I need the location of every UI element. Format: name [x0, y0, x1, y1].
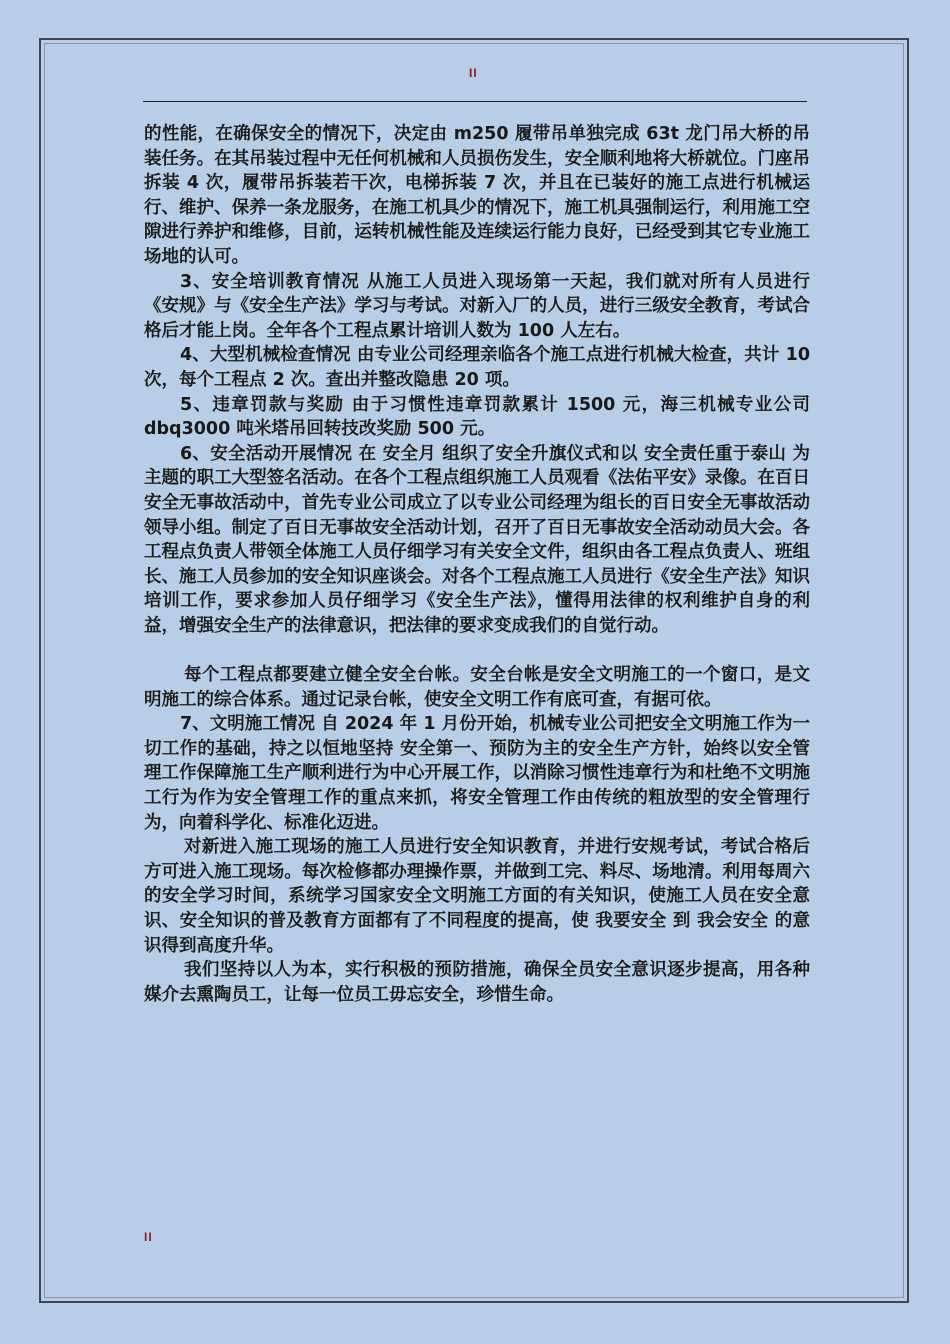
document-body [144, 122, 810, 1007]
paragraph-safety-ledger: 每个工程点都要建立健全安全台帐。安全台帐是安全文明施工的一个窗口，是文明施工的综合体系。通过记录台帐，使安全文明工作有底可查，有据可依。 [144, 665, 810, 710]
paragraph-safety-activities: 6、安全活动开展情况 在 安全月 组织了安全升旗仪式和以 安全责任重于泰山 为主题的职工大型签名活动。在各个工程点组织施工人员观看《法佑平安》录像。在百日安全无事故活动中，首先专业公司成立了以专业公司经理为组长的百日安全无事故活动领导小组。制定了百日无事故安全活动计划，召开了百日无事故安全活动动员大会。各工程点负责人带领全体施工人员仔细学习有关安全文件，组织由各工程点负责人、班组长、施工人员参加的安全知识座谈会。对各个工程点施工人员进行《安全生产法》知识培训工作，要求参加人员仔细学习《安全生产法》，懂得用法律的权利维护自身的利益，增强安全生产的法律意识，把法律的要求变成我们的自觉行动。 [144, 443, 810, 636]
paragraph-civilized-construction: 7、文明施工情况 自 2024 年 1 月份开始，机械专业公司把安全文明施工作为一切工作的基础，持之以恒地坚持 安全第一、预防为主的安全生产方针，始终以安全管理工作保障施工生产顺利进行为中心开展工作，以消除习惯性违章行为和杜绝不文明施工行为作为安全管理工作的重点来抓，将安全管理工作由传统的粗放型的安全管理行为，向着科学化、标准化迈进。 [144, 714, 810, 833]
header-page-mark: II [469, 66, 478, 80]
paragraph-penalties-rewards: 5、违章罚款与奖励 由于习惯性违章罚款累计 1500 元，海三机械专业公司 dbq3000 吨米塔吊回转技改奖励 500 元。 [144, 394, 810, 440]
footer-page-mark: II [144, 1230, 153, 1244]
paragraph-new-staff-education: 对新进入施工现场的施工人员进行安全知识教育，并进行安规考试，考试合格后方可进入施工现场。每次检修都办理操作票，并做到工完、料尽、场地清。利用每周六的安全学习时间，系统学习国家安全文明施工方面的有关知识，使施工人员在安全意识、安全知识的普及教育方面都有了不同程度的提高，使 我要安全 到 我会安全 的意识得到高度升华。 [144, 837, 810, 956]
paragraph-safety-training: 3、安全培训教育情况 从施工人员进入现场第一天起，我们就对所有人员进行《安规》与《安全生产法》学习与考试。对新入厂的人员，进行三级安全教育，考试合格后才能上岗。全年各个工程点累计培训人数为 100 人左右。 [144, 271, 810, 341]
paragraph-machinery-inspection: 4、大型机械检查情况 由专业公司经理亲临各个施工点进行机械大检查，共计 10 次，每个工程点 2 次。查出并整改隐患 20 项。 [144, 345, 810, 390]
header-divider [143, 101, 807, 102]
paragraph-performance: 的性能，在确保安全的情况下，决定由 m250 履带吊单独完成 63t 龙门吊大桥的吊装任务。在其吊装过程中无任何机械和人员损伤发生，安全顺利地将大桥就位。门座吊拆装 4 次，履带吊拆装若干次，电梯拆装 7 次，并且在已装好的施工点进行机械运行、维护、保养一条龙服务，在施工机具少的情况下，施工机具强制运行，利用施工空隙进行养护和维修，目前，运转机械性能及连续运行能力良好，已经受到其它专业施工场地的认可。 [144, 124, 810, 267]
paragraph-people-oriented: 我们坚持以人为本，实行积极的预防措施，确保全员安全意识逐步提高，用各种媒介去熏陶员工，让每一位员工毋忘安全，珍惜生命。 [144, 960, 810, 1005]
paragraph-spacer [144, 638, 810, 663]
